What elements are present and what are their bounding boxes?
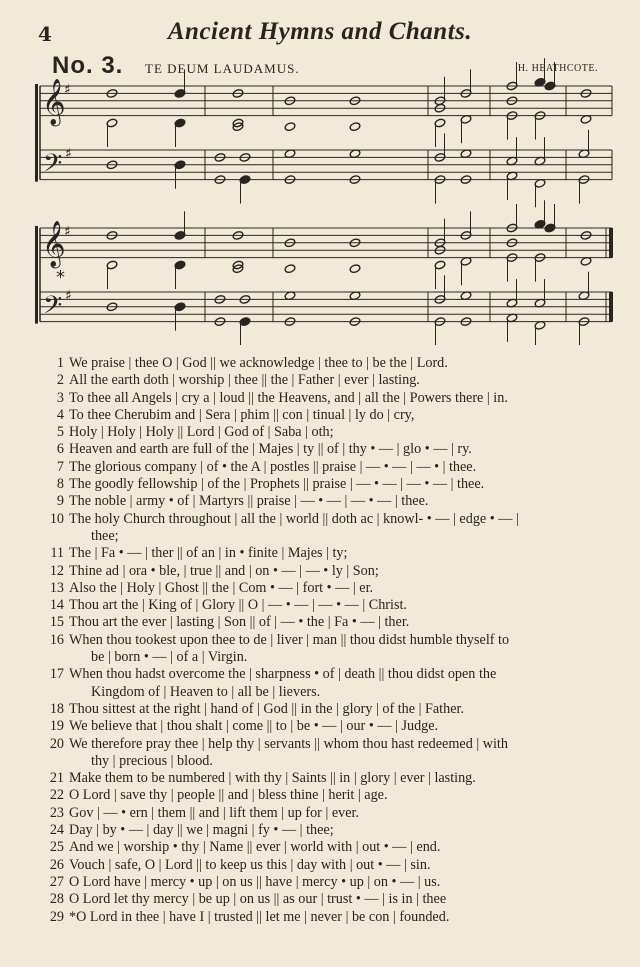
- verse-line: [36, 407, 626, 424]
- verse-line: [36, 390, 626, 407]
- verse-number: 11: [50, 545, 64, 562]
- verse-number: 18: [49, 700, 64, 717]
- verse-number: 4: [56, 406, 64, 423]
- verse-line: [36, 424, 626, 441]
- hymn-title: TE DEUM LAUDAMUS.: [145, 61, 300, 76]
- hymn-number: No. 3.: [52, 52, 124, 79]
- verse-line: [36, 355, 626, 372]
- verse-line: [36, 614, 626, 631]
- verse-line: [36, 822, 626, 839]
- verse-text: *O Lord in thee | have I | trusted || let me | never | be con | founded.: [69, 908, 450, 925]
- verse-line: [36, 891, 626, 908]
- verse-line: [36, 666, 626, 701]
- verse-text: We believe that | thou shalt | come || to | be • — | our • — | Judge.: [69, 718, 439, 735]
- verse-line: [36, 839, 626, 856]
- verse-number: 2: [56, 372, 64, 389]
- verse-text: Also the | Holy | Ghost || the | Com • — | fort • — | er.: [69, 579, 374, 596]
- verse-line: [36, 493, 626, 510]
- note-head: [284, 264, 296, 274]
- verse-number: 14: [49, 597, 64, 614]
- music-score: [0, 0, 640, 345]
- verse-text: Day | by • — | day || we | magni | fy • — | thee;: [69, 822, 334, 839]
- note-head: [284, 122, 296, 132]
- verse-line: [36, 459, 626, 476]
- verse-text: We therefore pray thee | help thy | servants || whom thou hast redeemed | with thy | precious | blood.: [69, 735, 508, 769]
- verse-text: And we | worship • thy | Name || ever | world with | out • — | end.: [69, 839, 441, 856]
- system-bracket: [35, 84, 38, 182]
- verse-text: Vouch | safe, O | Lord || to keep us this | day with | out • — | sin.: [69, 856, 431, 873]
- verse-number: 5: [56, 424, 64, 441]
- verse-number: 25: [49, 839, 64, 856]
- final-barline: [609, 228, 613, 258]
- verse-text: O Lord | save thy | people || and | bless thine | herit | age.: [69, 787, 388, 804]
- bass-clef-icon: 𝄢: [43, 291, 63, 326]
- verse-text: The noble | army • of | Martyrs || praise | — • — | — • — | thee.: [69, 493, 429, 510]
- page-number: 4: [38, 22, 52, 46]
- verse-text: O Lord let thy mercy | be up | on us || as our | trust • — | is in | thee: [69, 891, 447, 908]
- verse-number: 26: [49, 856, 64, 873]
- verse-line: [36, 476, 626, 493]
- verse-text: When thou hadst overcome the | sharpness • of | death || thou didst open the Kingdom of | Heaven to | all be | lievers.: [69, 666, 497, 700]
- verse-text: When thou tookest upon thee to de | liver | man || thou didst humble thyself to be | born • — | of a | Virgin.: [69, 631, 510, 666]
- verse-line: [36, 372, 626, 389]
- final-barline: [609, 292, 613, 322]
- verse-number: 13: [49, 579, 64, 596]
- composer-credit: H. HEATHCOTE.: [517, 63, 598, 74]
- verse-text: The | Fa • — | ther || of an | in • finite | Majes | ty;: [69, 545, 348, 562]
- verse-line: [36, 563, 626, 580]
- verse-text: To thee Cherubim and | Sera | phim || con | tinual | ly do | cry,: [69, 406, 415, 423]
- note-head: [349, 264, 361, 274]
- verse-line: [36, 580, 626, 597]
- verse-number: 27: [49, 873, 64, 890]
- verse-number: 15: [49, 614, 64, 631]
- verse-number: 1: [56, 355, 64, 371]
- verse-number: 16: [49, 631, 64, 648]
- treble-clef-icon: 𝄞: [42, 221, 66, 267]
- system-bracket: [35, 226, 38, 324]
- key-signature-sharp: ♯: [64, 82, 71, 98]
- verse-number: 19: [49, 718, 64, 735]
- verse-text: O Lord have | mercy • up | on us || have | mercy • up | on • — | us.: [69, 873, 441, 890]
- verse-line: [36, 857, 626, 874]
- verse-text: To thee all Angels | cry a | loud || the Heavens, and | all the | Powers there | in.: [69, 389, 508, 406]
- verse-line: [36, 441, 626, 458]
- verse-number: 29: [49, 908, 64, 925]
- verse-text: The holy Church throughout | all the | world || doth ac | knowl- • — | edge • — | thee;: [69, 510, 519, 544]
- verse-number: 22: [49, 787, 64, 804]
- verse-text: Holy | Holy | Holy || Lord | God of | Saba | oth;: [69, 424, 334, 441]
- verse-line: [36, 718, 626, 735]
- verse-line: [36, 736, 626, 771]
- verse-number: 8: [56, 476, 64, 493]
- verse-number: 9: [56, 493, 64, 510]
- verse-number: 10: [49, 510, 64, 527]
- verse-text: Thou art the ever | lasting | Son || of | — • the | Fa • — | ther.: [69, 614, 410, 631]
- verse-line: [36, 787, 626, 804]
- chant-verses: [36, 355, 626, 926]
- verse-line: [36, 770, 626, 787]
- verse-number: 3: [56, 389, 64, 406]
- treble-clef-icon: 𝄞: [42, 79, 66, 125]
- bass-clef-icon: 𝄢: [43, 149, 63, 184]
- verse-text: Gov | — • ern | them || and | lift them | up for | ever.: [69, 804, 360, 821]
- verse-line: [36, 701, 626, 718]
- key-signature-sharp: ♯: [65, 288, 72, 304]
- verse-line: [36, 511, 626, 546]
- verse-text: Thine ad | ora • ble, | true || and | on • — | — • ly | Son;: [69, 562, 379, 579]
- verse-number: 23: [49, 804, 64, 821]
- page-title: Ancient Hymns and Chants.: [167, 18, 473, 45]
- verse-text: Thou art the | King of | Glory || O | — • — | — • — | Christ.: [69, 597, 407, 614]
- key-signature-sharp: ♯: [64, 224, 71, 240]
- verse-line: [36, 909, 626, 926]
- verse-line: [36, 874, 626, 891]
- verse-line: [36, 597, 626, 614]
- verse-text: Heaven and earth are full of the | Majes | ty || of | thy • — | glo • — | ry.: [69, 441, 472, 458]
- verse-number: 21: [49, 770, 64, 787]
- verse-number: 6: [56, 441, 64, 458]
- verse-number: 24: [49, 822, 64, 839]
- asterisk-mark: *: [56, 267, 65, 288]
- verse-line: [36, 632, 626, 667]
- verse-text: We praise | thee O | God || we acknowledge | thee to | be the | Lord.: [69, 355, 448, 371]
- verse-text: The goodly fellowship | of the | Prophets || praise | — • — | — • — | thee.: [69, 476, 485, 493]
- verse-line: [36, 545, 626, 562]
- verse-number: 28: [49, 891, 64, 908]
- verse-line: [36, 805, 626, 822]
- verse-text: Thou sittest at the right | hand of | God || in the | glory | of the | Father.: [69, 700, 464, 717]
- verse-number: 12: [49, 562, 64, 579]
- verse-number: 17: [49, 666, 64, 683]
- verse-number: 7: [56, 458, 64, 475]
- verse-text: The glorious company | of • the A | postles || praise | — • — | — • | thee.: [69, 458, 477, 475]
- verse-text: All the earth doth | worship | thee || the | Father | ever | lasting.: [69, 372, 420, 389]
- key-signature-sharp: ♯: [65, 146, 72, 162]
- verse-text: Make them to be numbered | with thy | Saints || in | glory | ever | lasting.: [69, 770, 476, 787]
- verse-number: 20: [49, 735, 64, 752]
- note-head: [349, 122, 361, 132]
